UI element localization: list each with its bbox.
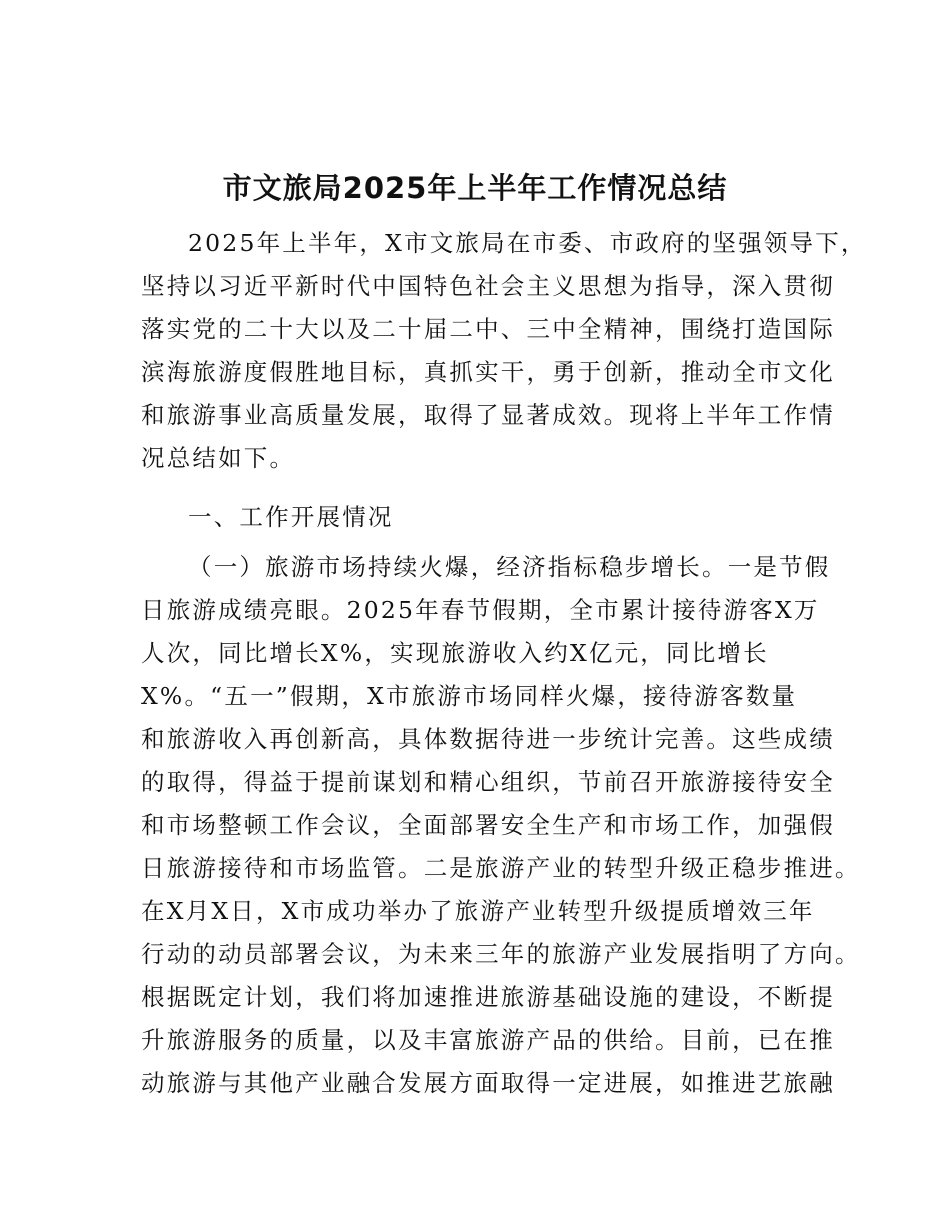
- section-paragraph: [141, 546, 861, 1105]
- text-line: 滨海旅游度假胜地目标，真抓实干，勇于创新，推动全市文化: [141, 358, 835, 386]
- text-line: 和旅游事业高质量发展，取得了显著成效。现将上半年工作情: [141, 401, 835, 429]
- text-line: 和旅游收入再创新高，具体数据待进一步统计完善。这些成绩: [141, 725, 835, 753]
- text-line: 根据既定计划，我们将加速推进旅游基础设施的建设，不断提: [141, 983, 835, 1011]
- text-line: 日旅游成绩亮眼。2025年春节假期，全市累计接待游客X万: [141, 596, 820, 624]
- text-line: 和市场整顿工作会议，全面部署安全生产和市场工作，加强假: [141, 811, 835, 839]
- document-title: 市文旅局2025年上半年工作情况总结: [222, 171, 728, 205]
- section-heading: [141, 496, 831, 539]
- intro-paragraph: [141, 222, 867, 480]
- text-line: 在X月X日，X市成功举办了旅游产业转型升级提质增效三年: [141, 897, 815, 925]
- text-line: 况总结如下。: [141, 444, 296, 472]
- section-heading-text: 一、工作开展情况: [188, 503, 394, 531]
- text-line: 人次，同比增长X%，实现旅游收入约X亿元，同比增长: [141, 639, 769, 667]
- text-line: X%。“五一”假期，X市旅游市场同样火爆，接待游客数量: [141, 682, 798, 710]
- text-line: 升旅游服务的质量，以及丰富旅游产品的供给。目前，已在推: [141, 1026, 835, 1054]
- text-line: 的取得，得益于提前谋划和精心组织，节前召开旅游接待安全: [141, 768, 835, 796]
- text-line: 2025年上半年，X市文旅局在市委、市政府的坚强领导下，: [188, 229, 867, 257]
- text-line: 日旅游接待和市场监管。二是旅游产业的转型升级正稳步推进。: [141, 854, 861, 882]
- text-line: 动旅游与其他产业融合发展方面取得一定进展，如推进艺旅融: [141, 1069, 835, 1097]
- text-line: 行动的动员部署会议，为未来三年的旅游产业发展指明了方向。: [141, 940, 861, 968]
- text-line: （一）旅游市场持续火爆，经济指标稳步增长。一是节假: [188, 553, 831, 581]
- text-line: 落实党的二十大以及二十届二中、三中全精神，围绕打造国际: [141, 315, 835, 343]
- text-line: 坚持以习近平新时代中国特色社会主义思想为指导，深入贯彻: [141, 272, 835, 300]
